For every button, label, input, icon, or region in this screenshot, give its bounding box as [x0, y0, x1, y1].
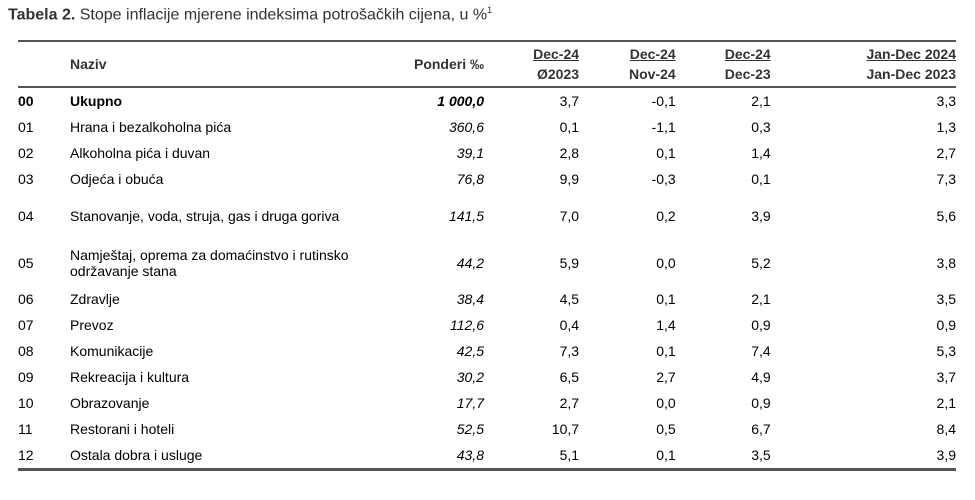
- row-weight: 43,8: [456, 447, 484, 463]
- row-value-jandec2024-jandec2023: 8,4: [936, 421, 956, 437]
- header-col3-bottom: Dec-23: [724, 66, 771, 82]
- table-row: [18, 390, 956, 416]
- row-value-dec24-dec23: 3,9: [751, 207, 771, 224]
- caption-label: Tabela 2.: [8, 6, 76, 24]
- row-code: 08: [18, 343, 34, 359]
- table-row: [18, 114, 956, 140]
- row-code: 09: [18, 369, 34, 385]
- row-value-dec24-dec23: 0,3: [751, 119, 771, 135]
- row-value-jandec2024-jandec2023: 7,3: [936, 171, 956, 187]
- row-value-dec24-avg2023: 7,0: [559, 207, 580, 224]
- row-code: 00: [18, 93, 34, 109]
- header-col1-bottom: Ø2023: [536, 66, 580, 82]
- row-value-dec24-avg2023: 4,5: [559, 291, 580, 307]
- table-body: [18, 87, 956, 470]
- row-value-dec24-avg2023: 0,1: [559, 119, 580, 135]
- header-code: [18, 41, 70, 87]
- row-value-dec24-nov24: 0,0: [656, 254, 676, 271]
- header-col4-top: Jan-Dec 2024: [866, 46, 956, 62]
- row-code: 05: [18, 254, 34, 271]
- row-value-dec24-dec23: 1,4: [751, 145, 771, 161]
- row-value-dec24-nov24: 0,0: [656, 395, 676, 411]
- row-value-dec24-nov24: 2,7: [656, 369, 676, 385]
- row-value-dec24-dec23: 0,1: [751, 171, 771, 187]
- row-value-dec24-dec23: 5,2: [751, 254, 771, 271]
- table-row: [18, 364, 956, 390]
- row-weight: 141,5: [448, 207, 484, 224]
- row-value-dec24-avg2023: 9,9: [559, 171, 580, 187]
- inflation-table: [18, 40, 956, 471]
- row-code: 07: [18, 317, 34, 333]
- header-weight: Ponderi ‰: [413, 56, 484, 72]
- row-code: 10: [18, 395, 34, 411]
- row-value-dec24-nov24: 0,1: [656, 343, 676, 359]
- row-value-jandec2024-jandec2023: 3,8: [936, 254, 956, 271]
- row-value-jandec2024-jandec2023: 3,7: [936, 369, 956, 385]
- row-value-dec24-dec23: 6,7: [751, 421, 771, 437]
- row-value-dec24-avg2023: 0,4: [559, 317, 580, 333]
- row-name: Stanovanje, voda, struja, gas i druga goriva: [70, 207, 340, 224]
- row-code: 12: [18, 447, 34, 463]
- table-row: [18, 286, 956, 312]
- header-col2: [579, 41, 676, 87]
- row-value-jandec2024-jandec2023: 3,5: [936, 291, 956, 307]
- row-weight: 17,7: [456, 395, 484, 411]
- header-row: [18, 41, 956, 87]
- table-row: [18, 442, 956, 470]
- row-value-dec24-dec23: 3,5: [751, 447, 771, 463]
- table-row: [18, 312, 956, 338]
- row-value-dec24-avg2023: 5,9: [559, 254, 580, 271]
- row-value-dec24-dec23: 0,9: [751, 317, 771, 333]
- row-code: 01: [18, 119, 34, 135]
- header-col1-top: Dec-24: [533, 46, 580, 62]
- row-code: 03: [18, 171, 34, 187]
- header-col2-top: Dec-24: [629, 46, 676, 62]
- table-row: [18, 87, 956, 114]
- table-row: [18, 140, 956, 166]
- caption-text: Stope inflacije mjerene indeksima potrošačkih cijena, u %: [79, 6, 488, 24]
- row-name: Namještaj, oprema za domaćinstvo i rutinsko održavanje stana: [70, 246, 349, 279]
- row-weight: 52,5: [456, 421, 484, 437]
- row-value-dec24-dec23: 7,4: [751, 343, 771, 359]
- header-col3: [676, 41, 771, 87]
- row-value-dec24-nov24: 1,4: [656, 317, 676, 333]
- row-weight: 42,5: [456, 343, 484, 359]
- table-row: [18, 192, 956, 239]
- header-col1: [484, 41, 579, 87]
- row-value-dec24-avg2023: 2,8: [559, 145, 580, 161]
- header-col2-bottom: Nov-24: [628, 66, 676, 82]
- row-code: 11: [18, 421, 33, 437]
- row-code: 06: [18, 291, 34, 307]
- row-value-dec24-nov24: -1,1: [651, 119, 676, 135]
- row-value-dec24-avg2023: 7,3: [559, 343, 580, 359]
- row-weight: 1 000,0: [437, 93, 484, 109]
- row-value-dec24-nov24: 0,1: [656, 447, 676, 463]
- header-col4: [771, 41, 956, 87]
- caption-footnote-mark: 1: [487, 5, 493, 15]
- row-name: Prevoz: [70, 317, 114, 333]
- row-value-dec24-avg2023: 5,1: [559, 447, 580, 463]
- row-weight: 360,6: [448, 119, 484, 135]
- row-name: Restorani i hoteli: [70, 421, 175, 437]
- row-name: Obrazovanje: [70, 395, 150, 411]
- row-value-dec24-avg2023: 3,7: [559, 93, 580, 109]
- row-value-jandec2024-jandec2023: 3,3: [936, 93, 956, 109]
- row-weight: 76,8: [456, 171, 484, 187]
- table-row: [18, 166, 956, 192]
- row-value-dec24-dec23: 2,1: [751, 291, 771, 307]
- header-col3-top: Dec-24: [724, 46, 771, 62]
- row-value-dec24-avg2023: 2,7: [559, 395, 580, 411]
- row-weight: 112,6: [450, 317, 484, 333]
- row-value-dec24-nov24: 0,5: [656, 421, 676, 437]
- row-name: Ukupno: [70, 93, 123, 109]
- row-value-dec24-avg2023: 10,7: [551, 421, 580, 437]
- row-value-dec24-nov24: 0,2: [656, 207, 676, 224]
- row-name: Odjeća i obuća: [70, 171, 164, 187]
- row-value-dec24-nov24: -0,1: [651, 93, 676, 109]
- row-name: Zdravlje: [70, 291, 120, 307]
- row-name: Ostala dobra i usluge: [70, 447, 203, 463]
- row-value-jandec2024-jandec2023: 2,1: [936, 395, 956, 411]
- row-weight: 39,1: [456, 145, 484, 161]
- row-name: Komunikacije: [70, 343, 154, 359]
- table-row: [18, 338, 956, 364]
- row-name: Rekreacija i kultura: [70, 369, 190, 385]
- row-name: Hrana i bezalkoholna pića: [70, 119, 232, 135]
- row-weight: 38,4: [456, 291, 484, 307]
- row-weight: 44,2: [456, 254, 484, 271]
- row-value-dec24-dec23: 0,9: [751, 395, 771, 411]
- row-name: Alkoholna pića i duvan: [70, 145, 211, 161]
- row-value-dec24-dec23: 4,9: [751, 369, 771, 385]
- row-weight: 30,2: [456, 369, 484, 385]
- row-value-dec24-nov24: 0,1: [656, 145, 676, 161]
- row-value-jandec2024-jandec2023: 3,9: [936, 447, 956, 463]
- row-value-jandec2024-jandec2023: 1,3: [936, 119, 956, 135]
- row-code: 02: [18, 145, 34, 161]
- row-value-jandec2024-jandec2023: 5,6: [936, 207, 956, 224]
- table-row: [18, 239, 956, 286]
- table-caption: [8, 5, 492, 24]
- row-code: 04: [18, 207, 34, 224]
- row-value-dec24-nov24: 0,1: [656, 291, 676, 307]
- row-value-jandec2024-jandec2023: 0,9: [936, 317, 956, 333]
- row-value-dec24-dec23: 2,1: [751, 93, 771, 109]
- row-value-jandec2024-jandec2023: 2,7: [936, 145, 956, 161]
- header-name: Naziv: [70, 56, 107, 72]
- row-value-jandec2024-jandec2023: 5,3: [936, 343, 956, 359]
- table-row: [18, 416, 956, 442]
- row-value-dec24-avg2023: 6,5: [559, 369, 580, 385]
- row-value-dec24-nov24: -0,3: [651, 171, 676, 187]
- header-col4-bottom: Jan-Dec 2023: [866, 66, 956, 82]
